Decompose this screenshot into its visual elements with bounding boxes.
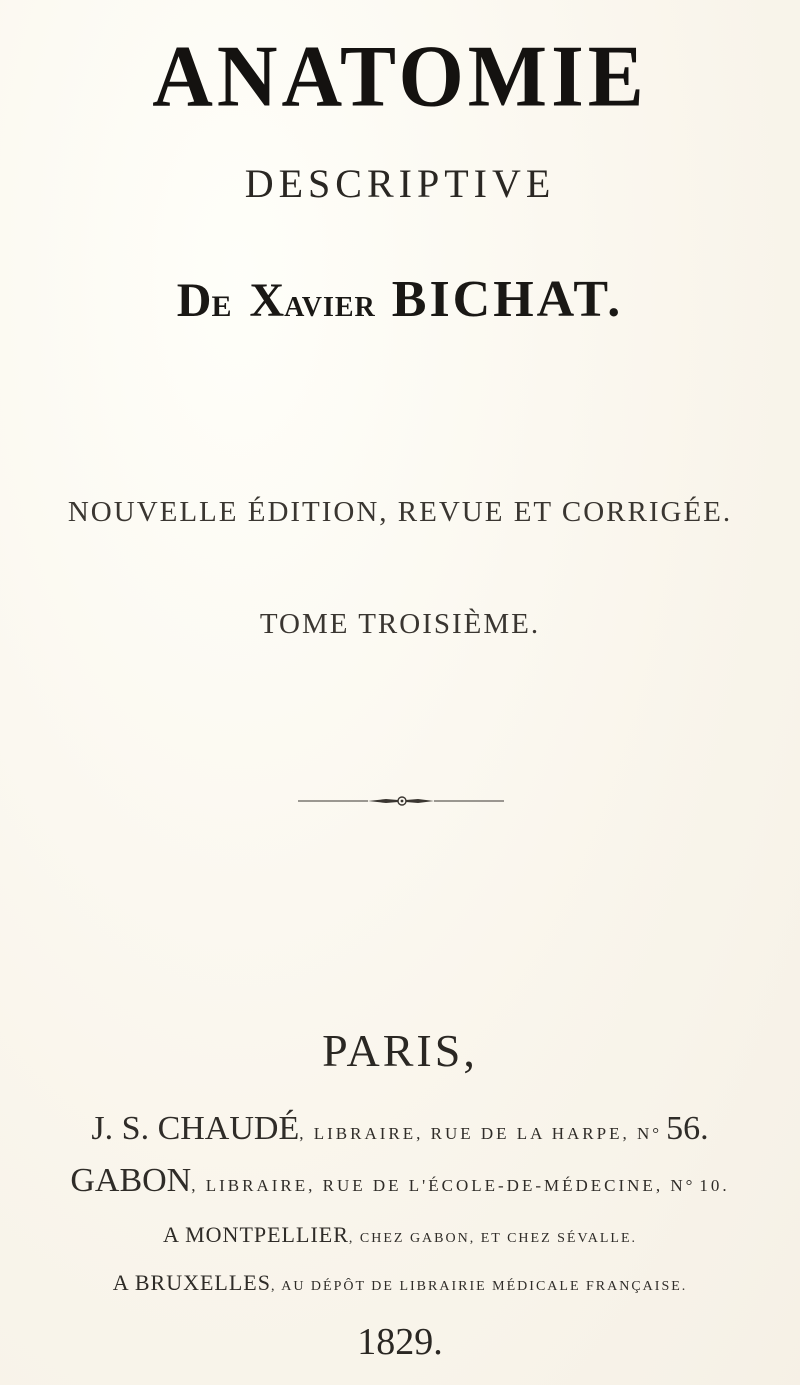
- publisher-line-2: GABON, LIBRAIRE, RUE DE L'ÉCOLE-DE-MÉDECINE, N° 10.: [70, 1162, 730, 1199]
- branch-details: , CHEZ GABON, ET CHEZ SÉVALLE.: [348, 1231, 638, 1246]
- branch-details: , AU DÉPÔT DE LIBRAIRIE MÉDICALE FRANÇAISE.: [270, 1279, 688, 1294]
- publisher-number: 10.: [699, 1176, 730, 1195]
- branch-line-2: [0, 1270, 800, 1296]
- author-line: [0, 270, 800, 329]
- author-prefix-rest: E: [211, 290, 234, 323]
- author-prefix-initial: D: [176, 274, 212, 327]
- author-given-initial: X: [249, 274, 285, 327]
- branch-city: A MONTPELLIER: [162, 1222, 349, 1247]
- publisher-details: , LIBRAIRE, RUE DE LA HARPE, N: [299, 1124, 653, 1143]
- author-surname: BICHAT.: [391, 271, 624, 328]
- publication-year: 1829.: [357, 1321, 443, 1363]
- publisher-details: , LIBRAIRE, RUE DE L'ÉCOLE-DE-MÉDECINE, N: [191, 1176, 686, 1195]
- edition-line: NOUVELLE ÉDITION, REVUE ET CORRIGÉE.: [67, 496, 733, 528]
- publisher-name: J. S. CHAUDÉ: [91, 1110, 300, 1147]
- publisher-number: 56.: [666, 1110, 709, 1147]
- publisher-line-1: J. S. CHAUDÉ, LIBRAIRE, RUE DE LA HARPE, N° 56.: [91, 1110, 709, 1147]
- branch-line-1: [0, 1222, 800, 1248]
- branch-city: A BRUXELLES: [112, 1270, 271, 1295]
- ornament-divider: [298, 793, 504, 809]
- main-title: ANATOMIE: [152, 27, 648, 126]
- publisher-name: GABON: [70, 1162, 192, 1199]
- volume-line: TOME TROISIÈME.: [259, 608, 541, 640]
- city-line: PARIS,: [322, 1025, 478, 1076]
- author-given-rest: AVIER: [284, 292, 376, 323]
- subtitle: DESCRIPTIVE: [244, 161, 556, 206]
